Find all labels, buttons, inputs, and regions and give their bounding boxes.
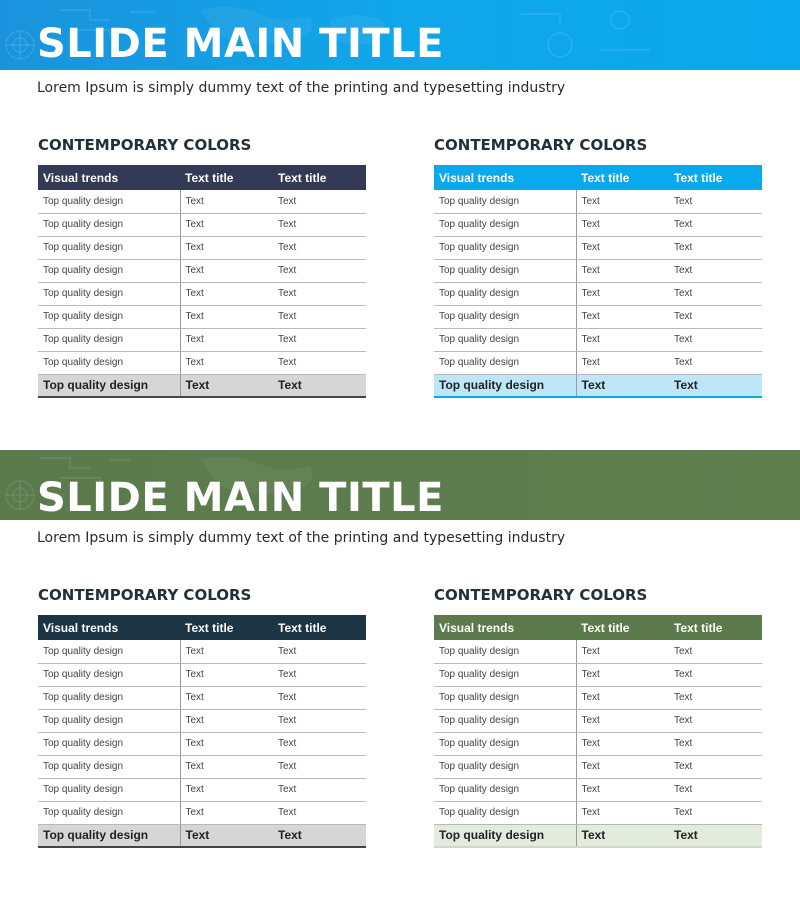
- table-cell: Text: [669, 778, 762, 801]
- table-cell: Text: [180, 778, 273, 801]
- table-cell: Top quality design: [434, 351, 576, 374]
- table-cell: Text: [273, 686, 366, 709]
- table-cell: Text: [576, 351, 669, 374]
- table-cell: Text: [669, 709, 762, 732]
- table-cell: Top quality design: [38, 778, 180, 801]
- table-cell: Text: [273, 709, 366, 732]
- data-table: [38, 615, 366, 848]
- column-header: Text title: [576, 615, 669, 640]
- table-block-sky: [434, 135, 762, 398]
- table-row: [38, 709, 366, 732]
- table-heading: CONTEMPORARY COLORS: [38, 586, 252, 604]
- slide-banner: [0, 0, 800, 70]
- data-table: [434, 165, 762, 398]
- table-cell: Text: [576, 236, 669, 259]
- table-cell: Top quality design: [38, 282, 180, 305]
- table-row: [434, 709, 762, 732]
- table-row: [38, 640, 366, 663]
- table-cell: Text: [180, 374, 273, 397]
- table-cell: Text: [180, 305, 273, 328]
- table-cell: Text: [669, 801, 762, 824]
- table-cell: Top quality design: [434, 305, 576, 328]
- table-cell: Top quality design: [38, 732, 180, 755]
- column-header: Text title: [273, 165, 366, 190]
- table-header-row: [38, 165, 366, 190]
- table-cell: Top quality design: [38, 663, 180, 686]
- table-cell: Top quality design: [38, 824, 180, 847]
- table-cell: Text: [669, 374, 762, 397]
- table-cell: Text: [576, 755, 669, 778]
- table-cell: Text: [576, 663, 669, 686]
- table-cell: Text: [669, 305, 762, 328]
- table-cell: Text: [180, 190, 273, 213]
- data-table: [434, 615, 762, 848]
- column-header: Visual trends: [38, 615, 180, 640]
- table-row: [434, 190, 762, 213]
- table-cell: Top quality design: [434, 778, 576, 801]
- column-header: Visual trends: [434, 615, 576, 640]
- table-footer-row: [38, 374, 366, 397]
- table-cell: Top quality design: [434, 663, 576, 686]
- table-cell: Top quality design: [434, 374, 576, 397]
- table-cell: Top quality design: [38, 236, 180, 259]
- table-cell: Text: [180, 282, 273, 305]
- table-cell: Text: [180, 801, 273, 824]
- slide-subtitle: Lorem Ipsum is simply dummy text of the printing and typesetting industry: [37, 80, 566, 96]
- table-cell: Text: [180, 640, 273, 663]
- table-cell: Top quality design: [434, 213, 576, 236]
- table-row: [38, 190, 366, 213]
- slide-2: [0, 450, 800, 900]
- table-cell: Text: [576, 686, 669, 709]
- table-cell: Text: [273, 305, 366, 328]
- column-header: Visual trends: [434, 165, 576, 190]
- table-cell: Text: [669, 686, 762, 709]
- table-cell: Text: [576, 709, 669, 732]
- table-cell: Text: [669, 190, 762, 213]
- table-cell: Text: [180, 824, 273, 847]
- table-cell: Text: [576, 732, 669, 755]
- table-cell: Top quality design: [434, 236, 576, 259]
- table-block-olive: [434, 585, 762, 848]
- slide-banner: [0, 450, 800, 520]
- table-cell: Text: [669, 236, 762, 259]
- table-cell: Text: [576, 259, 669, 282]
- table-cell: Text: [669, 732, 762, 755]
- table-footer-row: [434, 824, 762, 847]
- table-footer-row: [434, 374, 762, 397]
- table-cell: Top quality design: [38, 305, 180, 328]
- table-row: [434, 778, 762, 801]
- table-cell: Text: [273, 663, 366, 686]
- column-header: Text title: [576, 165, 669, 190]
- table-row: [434, 282, 762, 305]
- table-cell: Text: [273, 213, 366, 236]
- table-cell: Text: [576, 801, 669, 824]
- table-cell: Text: [273, 328, 366, 351]
- table-cell: Top quality design: [38, 755, 180, 778]
- table-cell: Top quality design: [434, 709, 576, 732]
- table-heading: CONTEMPORARY COLORS: [434, 136, 648, 154]
- table-cell: Text: [576, 305, 669, 328]
- table-cell: Top quality design: [38, 686, 180, 709]
- table-cell: Text: [180, 755, 273, 778]
- table-cell: Text: [273, 801, 366, 824]
- table-cell: Top quality design: [38, 374, 180, 397]
- column-header: Text title: [180, 165, 273, 190]
- table-cell: Text: [273, 351, 366, 374]
- table-cell: Top quality design: [434, 328, 576, 351]
- table-cell: Text: [273, 824, 366, 847]
- table-row: [38, 755, 366, 778]
- table-cell: Top quality design: [38, 351, 180, 374]
- table-row: [434, 640, 762, 663]
- table-cell: Top quality design: [434, 190, 576, 213]
- table-cell: Top quality design: [434, 640, 576, 663]
- table-cell: Text: [576, 282, 669, 305]
- slide-main-title: SLIDE MAIN TITLE: [37, 21, 444, 67]
- table-cell: Text: [273, 732, 366, 755]
- column-header: Visual trends: [38, 165, 180, 190]
- table-cell: Text: [180, 351, 273, 374]
- table-cell: Top quality design: [38, 328, 180, 351]
- table-row: [434, 213, 762, 236]
- table-header-row: [434, 615, 762, 640]
- table-row: [434, 351, 762, 374]
- table-cell: Text: [273, 374, 366, 397]
- table-cell: Text: [576, 374, 669, 397]
- table-row: [434, 236, 762, 259]
- table-cell: Top quality design: [434, 282, 576, 305]
- table-cell: Text: [576, 824, 669, 847]
- table-cell: Top quality design: [38, 190, 180, 213]
- table-cell: Top quality design: [434, 801, 576, 824]
- table-cell: Text: [273, 778, 366, 801]
- table-cell: Text: [180, 259, 273, 282]
- table-row: [38, 328, 366, 351]
- table-cell: Text: [669, 755, 762, 778]
- table-row: [434, 663, 762, 686]
- table-cell: Text: [273, 640, 366, 663]
- table-cell: Top quality design: [38, 801, 180, 824]
- table-cell: Text: [669, 282, 762, 305]
- table-cell: Top quality design: [38, 259, 180, 282]
- table-cell: Top quality design: [434, 824, 576, 847]
- table-row: [38, 732, 366, 755]
- table-heading: CONTEMPORARY COLORS: [434, 586, 648, 604]
- table-cell: Text: [576, 328, 669, 351]
- table-row: [434, 801, 762, 824]
- table-cell: Text: [273, 236, 366, 259]
- column-header: Text title: [180, 615, 273, 640]
- table-row: [38, 236, 366, 259]
- table-row: [434, 686, 762, 709]
- data-table: [38, 165, 366, 398]
- column-header: Text title: [273, 615, 366, 640]
- table-cell: Text: [180, 236, 273, 259]
- table-cell: Text: [576, 190, 669, 213]
- table-cell: Text: [576, 213, 669, 236]
- table-header-row: [38, 615, 366, 640]
- table-cell: Top quality design: [434, 686, 576, 709]
- table-cell: Text: [273, 259, 366, 282]
- table-cell: Top quality design: [434, 259, 576, 282]
- table-row: [434, 732, 762, 755]
- table-cell: Text: [180, 686, 273, 709]
- table-cell: Text: [273, 282, 366, 305]
- table-cell: Text: [180, 663, 273, 686]
- table-cell: Text: [669, 351, 762, 374]
- table-cell: Text: [180, 732, 273, 755]
- table-row: [38, 801, 366, 824]
- table-cell: Text: [180, 709, 273, 732]
- table-row: [38, 778, 366, 801]
- table-cell: Top quality design: [434, 755, 576, 778]
- table-header-row: [434, 165, 762, 190]
- table-cell: Text: [669, 663, 762, 686]
- table-cell: Text: [669, 824, 762, 847]
- table-block-navy: [38, 135, 366, 398]
- table-row: [434, 755, 762, 778]
- column-header: Text title: [669, 615, 762, 640]
- table-cell: Text: [669, 213, 762, 236]
- table-cell: Top quality design: [434, 732, 576, 755]
- table-row: [434, 259, 762, 282]
- table-block-teal: [38, 585, 366, 848]
- table-row: [38, 351, 366, 374]
- table-row: [38, 213, 366, 236]
- table-heading: CONTEMPORARY COLORS: [38, 136, 252, 154]
- table-cell: Text: [273, 190, 366, 213]
- table-cell: Text: [669, 259, 762, 282]
- table-cell: Text: [180, 328, 273, 351]
- table-cell: Text: [576, 778, 669, 801]
- table-row: [38, 259, 366, 282]
- table-cell: Top quality design: [38, 709, 180, 732]
- table-cell: Top quality design: [38, 213, 180, 236]
- table-row: [434, 305, 762, 328]
- table-cell: Top quality design: [38, 640, 180, 663]
- table-row: [38, 686, 366, 709]
- table-cell: Text: [669, 640, 762, 663]
- slide-main-title: SLIDE MAIN TITLE: [37, 475, 444, 520]
- slide-subtitle: Lorem Ipsum is simply dummy text of the printing and typesetting industry: [37, 530, 566, 546]
- table-row: [38, 282, 366, 305]
- column-header: Text title: [669, 165, 762, 190]
- table-row: [434, 328, 762, 351]
- table-cell: Text: [576, 640, 669, 663]
- table-cell: Text: [273, 755, 366, 778]
- table-cell: Text: [180, 213, 273, 236]
- table-cell: Text: [669, 328, 762, 351]
- table-footer-row: [38, 824, 366, 847]
- table-row: [38, 663, 366, 686]
- table-row: [38, 305, 366, 328]
